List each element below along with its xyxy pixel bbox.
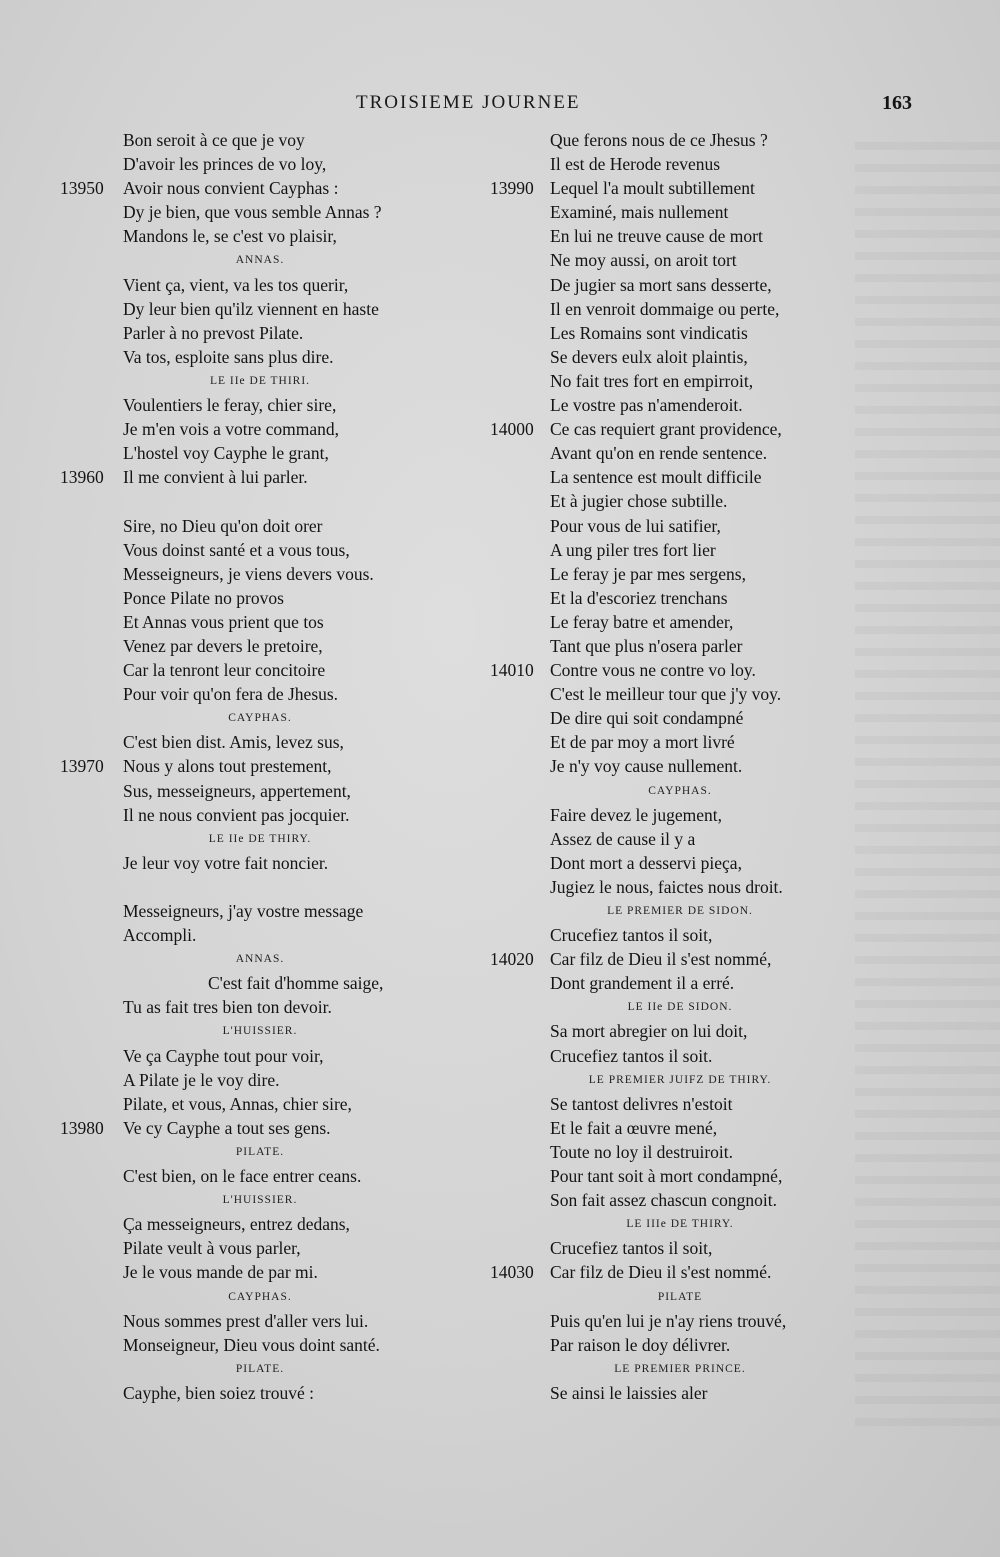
verse-text: Que ferons nous de ce Jhesus ? xyxy=(550,130,768,150)
verse-text: D'avoir les princes de vo loy, xyxy=(123,154,327,175)
verse-text: L'hostel voy Cayphe le grant, xyxy=(123,443,329,464)
verse-text: Nous y alons tout prestement, xyxy=(123,756,332,777)
verse-text: C'est fait d'homme saige, xyxy=(208,973,384,994)
speaker-name: CAYPHAS. xyxy=(648,784,712,797)
verse-text: Et Annas vous prient que tos xyxy=(123,611,324,632)
verse-text: Je m'en vois a votre command, xyxy=(123,419,340,440)
bleed-through-text xyxy=(855,128,1000,1428)
verse-line xyxy=(60,297,460,321)
verse-line xyxy=(60,441,460,465)
verse-text: Ça messeigneurs, entrez dedans, xyxy=(123,1214,350,1235)
verse-text: Contre vous ne contre vo loy. xyxy=(550,660,756,681)
verse-text: Je le vous mande de par mi. xyxy=(123,1262,318,1283)
verse-text: Ne moy aussi, on aroit tort xyxy=(550,250,737,271)
verse-line xyxy=(60,1309,460,1333)
verse-line xyxy=(490,875,870,899)
verse-text: Se devers eulx aloit plaintis, xyxy=(550,346,748,367)
verse-line xyxy=(60,514,460,538)
verse-line xyxy=(490,1140,870,1164)
verse-line xyxy=(60,754,460,778)
verse-line xyxy=(60,393,460,417)
verse-text: Il en venroit dommaige ou perte, xyxy=(550,298,780,319)
verse-line xyxy=(490,827,870,851)
speaker-name: CAYPHAS. xyxy=(228,712,292,725)
verse-line xyxy=(490,1116,870,1140)
verse-line xyxy=(490,730,870,754)
verse-text: Se ainsi le laissies aler xyxy=(550,1382,708,1403)
left-column xyxy=(60,128,460,1405)
verse-line xyxy=(490,393,870,417)
verse-text: Puis qu'en lui je n'ay riens trouvé, xyxy=(550,1310,787,1331)
verse-number: 13960 xyxy=(60,467,104,488)
verse-text: Lequel l'a moult subtillement xyxy=(550,178,755,199)
speaker-name: LE IIe DE SIDON. xyxy=(627,1001,733,1014)
verse-text: Ce cas requiert grant providence, xyxy=(550,419,782,440)
verse-line xyxy=(490,658,870,682)
verse-text: Sire, no Dieu qu'on doit orer xyxy=(123,515,323,536)
verse-line xyxy=(60,224,460,248)
verse-text: A ung piler tres fort lier xyxy=(550,539,716,560)
verse-line xyxy=(490,441,870,465)
verse-text: Car la tenront leur concitoire xyxy=(123,660,326,681)
verse-line xyxy=(490,754,870,778)
speaker-name: LE PREMIER PRINCE. xyxy=(614,1362,746,1375)
verse-line xyxy=(60,803,460,827)
speaker-name: ANNAS. xyxy=(235,953,285,966)
verse-line xyxy=(60,345,460,369)
verse-line xyxy=(490,706,870,730)
verse-line xyxy=(490,562,870,586)
verse-line xyxy=(60,923,460,947)
verse-text: Car filz de Dieu il s'est nommé, xyxy=(550,949,772,970)
verse-line xyxy=(490,634,870,658)
stanza-break xyxy=(60,489,460,513)
verse-line xyxy=(490,489,870,513)
verse-number: 13950 xyxy=(60,178,104,199)
verse-text: Monseigneur, Dieu vous doint santé. xyxy=(123,1334,380,1355)
verse-line xyxy=(490,1260,870,1284)
verse-text: Dy leur bien qu'ilz viennent en haste xyxy=(123,298,379,319)
verse-line xyxy=(60,586,460,610)
verse-text: Tant que plus n'osera parler xyxy=(550,635,743,656)
verse-line xyxy=(60,1044,460,1068)
verse-line xyxy=(60,176,460,200)
verse-text: Dont grandement il a erré. xyxy=(550,973,735,994)
speaker-name: PILATE. xyxy=(235,1362,285,1375)
verse-text: Va tos, esploite sans plus dire. xyxy=(123,346,334,367)
verse-text: Se tantost delivres n'estoit xyxy=(550,1093,733,1114)
verse-line xyxy=(490,851,870,875)
verse-line xyxy=(490,586,870,610)
verse-line xyxy=(60,730,460,754)
verse-text: Parler à no prevost Pilate. xyxy=(123,322,304,343)
verse-text: Voulentiers le feray, chier sire, xyxy=(123,395,337,416)
verse-number: 14030 xyxy=(490,1262,534,1283)
verse-text: Messeigneurs, je viens devers vous. xyxy=(123,563,374,584)
verse-text: Avant qu'on en rende sentence. xyxy=(550,443,768,464)
verse-text: Assez de cause il y a xyxy=(550,828,696,849)
verse-text: Vient ça, vient, va les tos querir, xyxy=(123,274,349,295)
verse-line xyxy=(490,465,870,489)
page-header xyxy=(0,92,1000,118)
verse-line xyxy=(60,779,460,803)
verse-text: Tu as fait tres bien ton devoir. xyxy=(123,997,332,1018)
verse-line xyxy=(490,1188,870,1212)
verse-line xyxy=(60,851,460,875)
verse-line xyxy=(490,345,870,369)
verse-line xyxy=(60,1236,460,1260)
verse-text: Ve cy Cayphe a tout ses gens. xyxy=(123,1117,331,1138)
verse-line xyxy=(490,369,870,393)
verse-line xyxy=(60,417,460,441)
verse-text: Pour tant soit à mort condampné, xyxy=(550,1166,783,1187)
verse-line xyxy=(60,1068,460,1092)
verse-number: 14000 xyxy=(490,419,534,440)
verse-line xyxy=(490,273,870,297)
verse-text: Mandons le, se c'est vo plaisir, xyxy=(123,226,337,247)
verse-text: Et la d'escoriez trenchans xyxy=(550,587,728,608)
verse-line xyxy=(60,658,460,682)
verse-text: Cayphe, bien soiez trouvé : xyxy=(123,1382,314,1403)
verse-line xyxy=(490,417,870,441)
speaker-name: CAYPHAS. xyxy=(228,1290,292,1303)
verse-number: 13970 xyxy=(60,756,104,777)
verse-text: Sus, messeigneurs, appertement, xyxy=(123,780,351,801)
verse-line xyxy=(490,610,870,634)
verse-text: Crucefiez tantos il soit, xyxy=(550,1238,713,1259)
verse-line xyxy=(490,200,870,224)
verse-line xyxy=(490,1333,870,1357)
verse-line xyxy=(490,321,870,345)
verse-line xyxy=(490,1309,870,1333)
page-number: 163 xyxy=(882,92,912,114)
verse-line xyxy=(60,610,460,634)
verse-text: Dont mort a desservi pieça, xyxy=(550,852,742,873)
verse-line xyxy=(490,1092,870,1116)
speaker-name: LE IIIe DE THIRY. xyxy=(626,1218,734,1231)
verse-text: Le feray batre et amender, xyxy=(550,611,734,632)
speaker-name: PILATE xyxy=(657,1290,703,1303)
verse-line xyxy=(60,1381,460,1405)
speaker-name: PILATE. xyxy=(235,1145,285,1158)
verse-line xyxy=(60,1333,460,1357)
verse-text: A Pilate je le voy dire. xyxy=(123,1069,280,1090)
verse-text: Et de par moy a mort livré xyxy=(550,732,735,753)
running-title: TROISIEME JOURNEE xyxy=(356,92,581,113)
verse-line xyxy=(60,1116,460,1140)
verse-text: Faire devez le jugement, xyxy=(550,804,723,825)
verse-line xyxy=(490,248,870,272)
verse-text: Le vostre pas n'amenderoit. xyxy=(550,395,743,416)
verse-line xyxy=(60,971,460,995)
verse-number: 14020 xyxy=(490,949,534,970)
verse-text: Pour vous de lui satifier, xyxy=(550,515,721,536)
verse-text: Pour voir qu'on fera de Jhesus. xyxy=(123,684,339,705)
verse-line xyxy=(60,899,460,923)
verse-text: Sa mort abregier on lui doit, xyxy=(550,1021,748,1042)
verse-text: Ponce Pilate no provos xyxy=(123,587,284,608)
verse-text: Ve ça Cayphe tout pour voir, xyxy=(123,1045,324,1066)
verse-text: Jugiez le nous, faictes nous droit. xyxy=(550,876,783,897)
verse-line xyxy=(490,297,870,321)
verse-text: C'est le meilleur tour que j'y voy. xyxy=(550,684,782,705)
verse-text: Je leur voy votre fait noncier. xyxy=(123,852,329,873)
verse-text: Toute no loy il destruiroit. xyxy=(550,1141,733,1162)
speaker-name: LE IIe DE THIRI. xyxy=(209,374,311,387)
verse-text: Il ne nous convient pas jocquier. xyxy=(123,804,350,825)
verse-line xyxy=(490,224,870,248)
verse-line xyxy=(490,1381,870,1405)
verse-number: 14010 xyxy=(490,660,534,681)
verse-text: En lui ne treuve cause de mort xyxy=(550,226,763,247)
verse-line xyxy=(60,538,460,562)
verse-text: Les Romains sont vindicatis xyxy=(550,322,748,343)
verse-text: C'est bien dist. Amis, levez sus, xyxy=(123,732,344,753)
verse-text: Pilate veult à vous parler, xyxy=(123,1238,301,1259)
verse-line xyxy=(490,803,870,827)
right-column xyxy=(490,128,870,1405)
verse-line xyxy=(60,200,460,224)
verse-line xyxy=(490,947,870,971)
verse-line xyxy=(490,152,870,176)
verse-text: Je n'y voy cause nullement. xyxy=(550,756,743,777)
verse-line xyxy=(490,538,870,562)
speaker-name: LE PREMIER DE SIDON. xyxy=(607,905,753,917)
verse-line xyxy=(60,1260,460,1284)
verse-line xyxy=(60,634,460,658)
verse-text: Dy je bien, que vous semble Annas ? xyxy=(123,202,382,223)
verse-text: No fait tres fort en empirroit, xyxy=(550,370,754,391)
verse-line xyxy=(490,128,870,152)
verse-number: 13980 xyxy=(60,1117,104,1138)
verse-text: Crucefiez tantos il soit, xyxy=(550,925,713,946)
verse-text: Accompli. xyxy=(123,925,197,946)
verse-text: La sentence est moult difficile xyxy=(550,467,762,488)
verse-text: De jugier sa mort sans desserte, xyxy=(550,274,772,295)
verse-line xyxy=(490,1019,870,1043)
verse-line xyxy=(490,1044,870,1068)
speaker-name: L'HUISSIER. xyxy=(222,1194,298,1207)
verse-line xyxy=(490,514,870,538)
verse-text: Le feray je par mes sergens, xyxy=(550,563,746,584)
verse-line xyxy=(60,1212,460,1236)
verse-text: Car filz de Dieu il s'est nommé. xyxy=(550,1262,772,1283)
verse-line xyxy=(60,465,460,489)
verse-line xyxy=(490,682,870,706)
speaker-name: LE PREMIER JUIFZ DE THIRY. xyxy=(588,1073,772,1086)
verse-text: Nous sommes prest d'aller vers lui. xyxy=(123,1310,369,1331)
verse-text: Vous doinst santé et a vous tous, xyxy=(123,539,350,560)
verse-line xyxy=(490,1236,870,1260)
verse-line xyxy=(60,273,460,297)
verse-text: Pilate, et vous, Annas, chier sire, xyxy=(123,1093,352,1114)
speaker-name: LE IIe DE THIRY. xyxy=(208,832,312,845)
verse-text: Examiné, mais nullement xyxy=(550,202,729,223)
verse-text: Bon seroit à ce que je voy xyxy=(123,130,305,150)
verse-line xyxy=(490,971,870,995)
speaker-name: ANNAS. xyxy=(235,254,285,267)
stanza-break xyxy=(60,875,460,899)
verse-line xyxy=(60,1164,460,1188)
verse-line xyxy=(60,321,460,345)
verse-text: Venez par devers le pretoire, xyxy=(123,635,323,656)
verse-number: 13990 xyxy=(490,178,534,199)
verse-line xyxy=(60,682,460,706)
verse-line xyxy=(490,923,870,947)
verse-line xyxy=(60,128,460,152)
verse-text: Crucefiez tantos il soit. xyxy=(550,1045,713,1066)
verse-line xyxy=(60,995,460,1019)
verse-line xyxy=(60,1092,460,1116)
verse-text: Messeigneurs, j'ay vostre message xyxy=(123,901,364,921)
verse-text: Avoir nous convient Cayphas : xyxy=(123,178,339,199)
verse-text: Par raison le doy délivrer. xyxy=(550,1334,731,1355)
speaker-name: L'HUISSIER. xyxy=(222,1025,298,1038)
verse-text: De dire qui soit condampné xyxy=(550,708,744,729)
verse-line xyxy=(490,1164,870,1188)
verse-text: C'est bien, on le face entrer ceans. xyxy=(123,1166,362,1187)
verse-line xyxy=(60,562,460,586)
verse-text: Il est de Herode revenus xyxy=(550,154,721,175)
verse-text: Il me convient à lui parler. xyxy=(123,467,308,488)
verse-text: Et à jugier chose subtille. xyxy=(550,491,728,512)
verse-text: Et le fait a œuvre mené, xyxy=(550,1117,718,1138)
verse-line xyxy=(490,176,870,200)
verse-text: Son fait assez chascun congnoit. xyxy=(550,1190,777,1211)
verse-line xyxy=(60,152,460,176)
